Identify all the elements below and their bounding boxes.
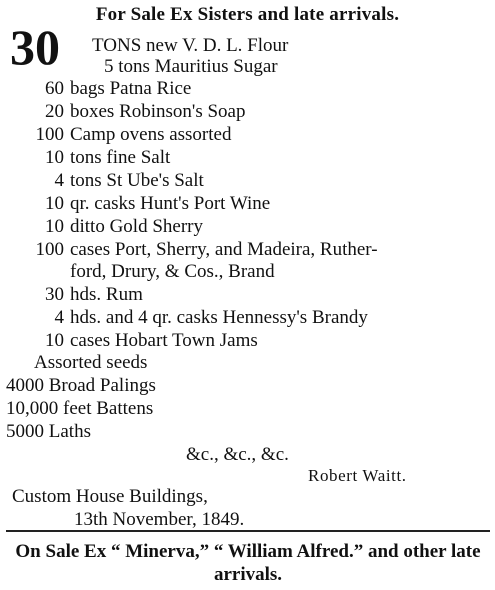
item-quantity: 10 [45,330,64,351]
list-item: 4000 Broad Palings [6,375,156,396]
item-quantity: 4 [54,307,64,328]
list-item: 10,000 feet Battens [6,398,154,419]
item-text: cases Hobart Town Jams [70,330,258,351]
list-item [0,78,191,100]
address-line: Custom House Buildings, [12,486,208,507]
list-item: Assorted seeds [34,352,148,373]
bottom-heading: On Sale Ex “ Minerva,” “ William Alfred.” and other late arrivals. [15,541,481,585]
lead-line-sugar: 5 tons Mauritius Sugar [104,56,278,77]
item-text: bags Patna Rice [70,78,192,99]
item-text: tons St Ube's Salt [70,170,204,191]
item-quantity: 30 [45,284,64,305]
list-item [0,193,270,215]
item-quantity: 100 [35,124,64,145]
list-item: 5000 Laths [6,421,91,442]
item-quantity: 10 [45,147,64,168]
list-item [0,216,203,238]
item-text: Camp ovens assorted [70,124,232,145]
item-text: ditto Gold Sherry [70,216,203,237]
item-quantity: 10 [45,216,64,237]
item-text: ford, Drury, & Cos., Brand [70,261,275,282]
list-item [0,147,170,169]
divider-rule [6,530,490,532]
list-item [0,307,368,329]
date-line: 13th November, 1849. [74,509,245,530]
item-quantity: 100 [35,239,64,260]
advert-heading: For Sale Ex Sisters and late arrivals. [95,4,400,25]
lead-line-flour: TONS new V. D. L. Flour [92,35,289,56]
etcetera-line: &c., &c., &c. [186,444,289,465]
list-item [0,170,204,192]
item-text: boxes Robinson's Soap [70,101,246,122]
item-text: cases Port, Sherry, and Madeira, Ruther- [70,239,378,260]
item-text: hds. and 4 qr. casks Hennessy's Brandy [70,307,368,328]
item-quantity: 20 [45,101,64,122]
item-quantity: 4 [54,170,64,191]
signature: Robert Waitt. [308,466,407,485]
list-item [0,239,378,261]
list-item [0,330,258,352]
item-text: hds. Rum [70,284,143,305]
list-item [0,261,275,283]
list-item [0,124,231,146]
item-quantity: 10 [45,193,64,214]
lead-quantity: 30 [10,19,60,75]
list-item [0,284,143,306]
item-text: qr. casks Hunt's Port Wine [70,193,271,214]
item-text: tons fine Salt [70,147,171,168]
item-quantity: 60 [45,78,64,99]
list-item [0,101,246,123]
